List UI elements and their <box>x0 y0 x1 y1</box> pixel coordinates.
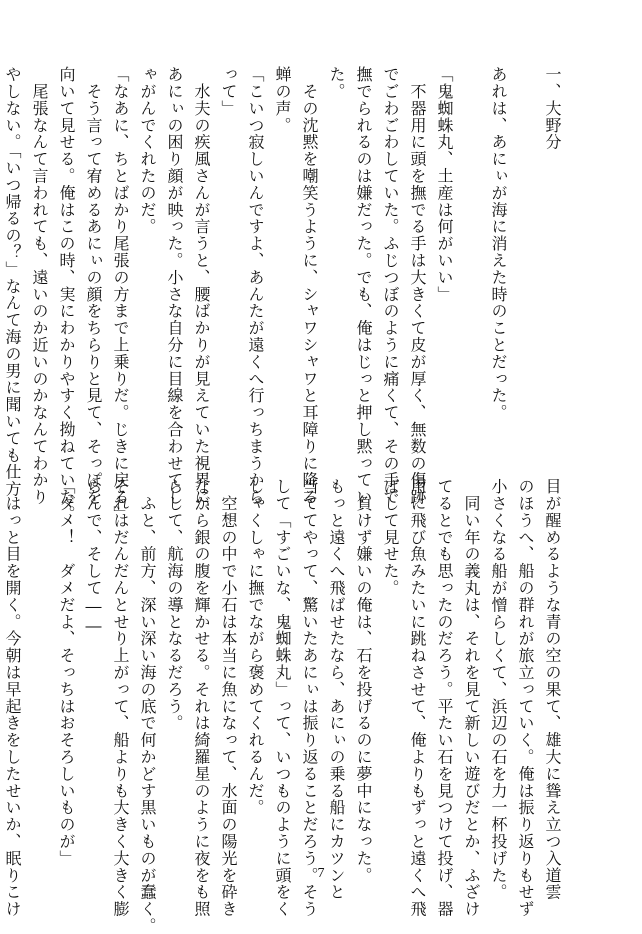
text-column: ふと、前方、深い深い海の底で何かどす黒いものが蠢く。 <box>138 478 157 934</box>
text-column: 蝉の声。 <box>273 66 292 134</box>
text-column <box>512 66 539 476</box>
text-column: 「ダメ！ ダメだよ、そっちはおそろしいものが」 <box>57 478 76 867</box>
page-number: 7 <box>317 866 325 881</box>
text-column: 不器用に頭を撫でる手は大きくて皮が厚く、無数の傷跡 <box>408 66 427 506</box>
text-column: して「すごいな、鬼蜘蛛丸」って、いつものように頭をく <box>273 478 292 918</box>
text-column: それはだんだんとせり上がって、船よりも大きく大きく膨 <box>111 478 130 918</box>
text-column: もっと遠くへ飛ばせたなら、あにぃの乗る船にカツンと <box>327 478 346 901</box>
text-column: あにぃの困り顔が映った。小さな自分に目線を合わせてし <box>165 66 184 506</box>
text-column: やしない。「いつ帰るの？」なんて海の男に聞いても仕方 <box>3 66 22 498</box>
text-column: 用に飛び魚みたいに跳ねさせて、俺よりもずっと遠くへ飛 <box>408 478 427 918</box>
text-column: あれは、あにぃが海に消えた時のことだった。 <box>489 66 508 421</box>
text-column: 尾張なんて言われても、遠いのか近いのかなんてわかり <box>30 66 49 506</box>
text-column: そう言って宥めるあにぃの顔をちらりと見て、そっぽを <box>84 66 103 506</box>
chapter-heading: 一、大野分 <box>543 66 562 151</box>
lower-text-block <box>0 478 566 934</box>
text-column: 小さくなる船が憎らしくて、浜辺の石を力一杯投げた。 <box>489 478 508 901</box>
text-column: 「こいつ寂しいんですよ、あんたが遠くへ行っちまうから <box>246 66 265 506</box>
text-column: 当ててやって、驚いたあにぃは振り返ることだろう。そう <box>300 478 319 918</box>
text-column: 目が醒めるような青の空の果て、雄大に聳え立つ入道雲 <box>543 478 562 901</box>
text-column: 水夫の疾風さんが言うと、腰ばかりが見えていた視界に、 <box>192 66 211 523</box>
text-column: って」 <box>219 66 238 117</box>
text-column: ながら銀の腹を輝かせる。それは綺羅星のように夜をも照 <box>192 478 211 918</box>
upper-text-block <box>0 66 566 523</box>
text-column: 向いて見せる。俺はこの時、実にわかりやすく拗ねていた。 <box>57 66 76 523</box>
text-column: 同い年の義丸は、それを見て新しい遊びだとか、ふざけ <box>462 478 481 918</box>
text-column <box>26 478 53 870</box>
text-column: その沈黙を嘲笑うように、シャワシャワと耳障りに降る <box>300 66 319 506</box>
text-column: 「なあに、ちとばかり尾張の方まで上乗りだ。じきに戻る」 <box>111 66 130 523</box>
text-column: のほうへ、船の群れが旅立っていく。俺は振り返りもせず <box>516 478 535 918</box>
text-column: らんで、そして―― <box>84 478 103 637</box>
text-column: 空想の中で小石は本当に魚になって、水面の陽光を砕き <box>219 478 238 918</box>
text-column: 負けず嫌いの俺は、石を投げるのに夢中になった。 <box>354 478 373 884</box>
text-column: ゃがんでくれたのだ。 <box>138 66 157 235</box>
text-column: はっと目を開く。今朝は早起きをしたせいか、眠りこけ <box>3 478 22 918</box>
text-column: てるとでも思ったのだろう。平たい石を見つけて投げ、器 <box>435 478 454 918</box>
text-column: 撫でられるのは嫌だった。でも、俺はじっと押し黙ってい <box>354 66 373 506</box>
text-column <box>458 66 485 476</box>
text-column: ばして見せた。 <box>381 478 400 597</box>
text-column: た。 <box>327 66 346 100</box>
text-column: 「鬼蜘蛛丸、土産は何がいい」 <box>435 66 454 303</box>
text-column: しゃくしゃに撫でながら褒めてくれるんだ。 <box>246 478 265 816</box>
text-column: らして、航海の導となるだろう。 <box>165 478 184 732</box>
text-column: でごわごわしていた。ふじつぼのように痛くて、その手で <box>381 66 400 506</box>
